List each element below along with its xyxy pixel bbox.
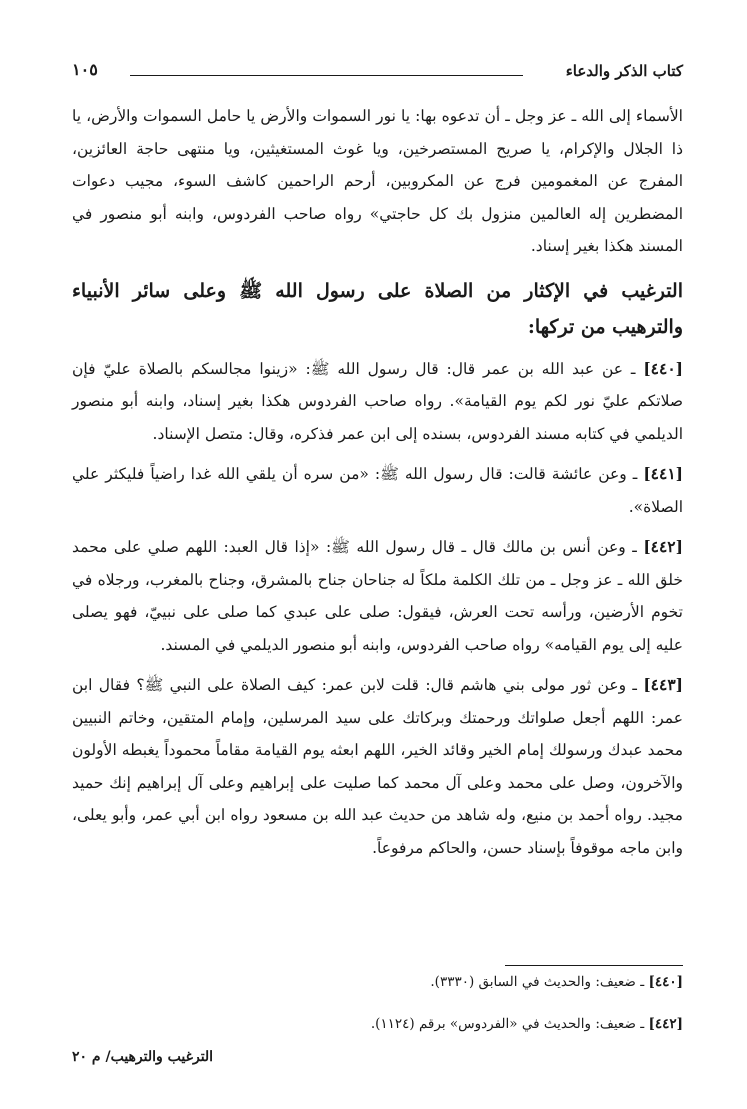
hadith-441 [72, 458, 683, 523]
hadith-number: [٤٤١] [643, 464, 683, 483]
footnote-440 [72, 972, 683, 992]
hadith-number: [٤٤٠] [643, 358, 683, 378]
hadith-443 [72, 669, 683, 864]
footnote-text: ـ ضعيف: والحديث في «الفردوس» برقم (١١٢٤). [370, 1016, 645, 1032]
hadith-number: [٤٤٢] [643, 537, 683, 556]
intro-paragraph: الأسماء إلى الله ـ عز وجل ـ أن تدعوه بها: يا نور السموات والأرض يا حامل السموات والأرض، يا ذا الجلال والإكرام، يا صريح المستصرخين، ويا غوث المستغيثين، ويا منتهى حاجة العائزين، المفرج عن المغمومين فرج عن المكروبين، أرحم الراحمين كاشف السوء، مجيب دعوات المضطرين إله العالمين منزول بك كل حاجتي» رواه صاحب الفردوس، وابنه أبو منصور في المسند هكذا بغير إسناد. [72, 107, 683, 255]
chapter-title: كتاب الذكر والدعاء [565, 62, 683, 80]
book-signature: الترغيب والترهيب/ م ٢٠ [72, 1049, 214, 1065]
hadith-text: ـ وعن أنس بن مالك قال ـ قال رسول الله ﷺ: «إذا قال العبد: اللهم صلي على محمد خلق الله ـ عز وجل ـ من تلك الكلمة ملكاً له جناحان جناح بالمشرق، وجناح بالمغرب، ورجلاه في تخوم الأرضين، ورأسه تحت العرش، فيقول: صلى على عبدي كما صلى على نبييّ، فهو يصلى عليه إلى يوم القيامه» رواه صاحب الفردوس، وابنه أبو منصور الديلمي في المسند. [72, 538, 683, 654]
page-number: ١٠٥ [72, 60, 98, 79]
hadith-text: ـ عن عبد الله بن عمر قال: قال رسول الله ﷺ: «زينوا مجالسكم بالصلاة عليّ فإن صلاتكم عليّ نور لكم يوم القيامة». رواه صاحب الفردوس هكذا بغير إسناد، وابنه أبو منصور الديلمي في كتابه مسند الفردوس، بسنده إلى ابن عمر فذكره، وقال: متصل الإسناد. [72, 359, 683, 443]
footnotes [72, 972, 683, 1056]
hadith-442 [72, 531, 683, 661]
footnote-number: [٤٤٢] [648, 1016, 683, 1032]
running-head [72, 58, 683, 88]
hadith-text: ـ وعن ثور مولى بني هاشم قال: قلت لابن عمر: كيف الصلاة على النبي ﷺ؟ فقال ابن عمر: اللهم أجعل صلواتك ورحمتك وبركاتك على سيد المرسلين، وإمام المتقين، وخاتم النبيين محمد عبدك ورسولك إمام الخير وقائد الخير، اللهم ابعثه يوم القيامة مقاماً محموداً يغبطه الأولون والآخرون، وصل على محمد وعلى آل محمد كما صليت على إبراهيم وعلى آل إبراهيم إنك حميد مجيد. رواه أحمد بن منيع، وله شاهد من حديث عبد الله بن مسعود رواه ابن أبي عمر، وأبو يعلى، وابن ماجه موقوفاً بإسناد حسن، والحاكم مرفوعاً. [72, 676, 683, 857]
hadith-text: ـ وعن عائشة قالت: قال رسول الله ﷺ: «من سره أن يلقي الله غدا راضياً فليكثر علي الصلاة». [72, 465, 683, 516]
hadith-number: [٤٤٣] [643, 675, 683, 694]
footnote-number: [٤٤٠] [648, 974, 683, 990]
footnote-text: ـ ضعيف: والحديث في السابق (٣٣٣٠). [430, 974, 645, 990]
footnote-442 [72, 1014, 683, 1034]
body-text [72, 100, 683, 864]
footnote-divider [505, 965, 683, 966]
section-heading: الترغيب في الإكثار من الصلاة على رسول الله ﷺ وعلى سائر الأنبياء والترهيب من تركها: [72, 279, 683, 338]
header-rule [130, 75, 523, 76]
hadith-440 [72, 353, 683, 451]
